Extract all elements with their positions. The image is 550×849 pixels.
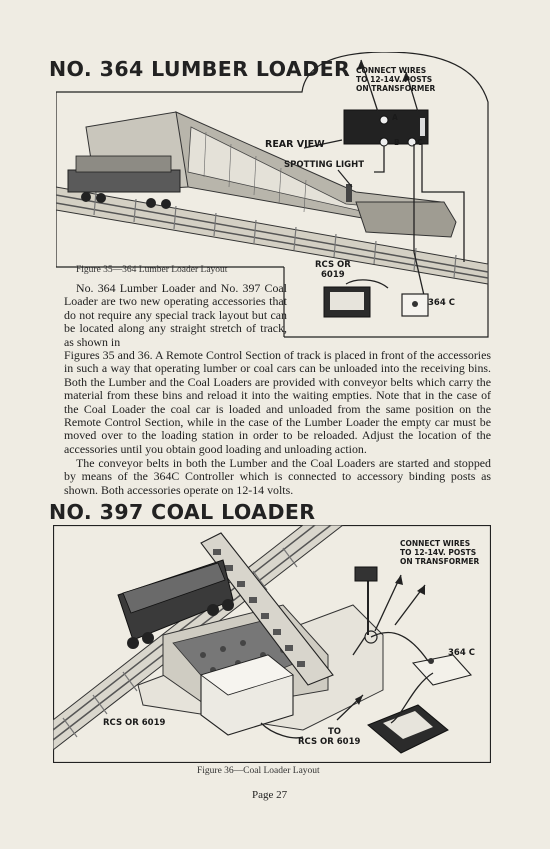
figure-36-caption: Figure 36—Coal Loader Layout [197, 766, 320, 776]
connect-wires-line: ON TRANSFORMER [400, 557, 480, 566]
terminal-a-label: A [392, 113, 398, 122]
connect-wires-line: TO 12-14V. POSTS [356, 75, 433, 84]
terminal-c-label: C [417, 138, 423, 147]
section-heading-lumber-loader: NO. 364 LUMBER LOADER [49, 57, 351, 81]
section-heading-coal-loader: NO. 397 COAL LOADER [49, 500, 316, 524]
connect-wires-line: TO 12-14V. POSTS [400, 548, 477, 557]
connect-wires-line: CONNECT WIRES [400, 539, 471, 548]
rcs-line: 6019 [321, 270, 345, 280]
terminal-b-label: B [394, 138, 400, 147]
page-number: Page 27 [252, 789, 288, 801]
controller-label-fig36: 364 C [448, 648, 475, 658]
to-rcs-line: RCS OR 6019 [298, 737, 361, 747]
connect-wires-label-1 [356, 66, 435, 93]
connect-wires-line: CONNECT WIRES [356, 66, 427, 75]
to-rcs-line: TO [328, 727, 342, 737]
paragraph-1-lead: No. 364 Lumber Loader and No. 397 Coal Loader are two new operating accessories that do not require any special track layout but can be located along any straight stretch of track, as shown in [64, 281, 287, 349]
figure-35-caption: Figure 35—364 Lumber Loader Layout [76, 265, 228, 275]
connect-wires-line: ON TRANSFORMER [356, 84, 436, 93]
rcs-line: RCS OR [315, 260, 351, 270]
paragraph-2: The conveyor belts in both the Lumber and the Coal Loaders are started and stopped by means of the 364C Controller which is connected to accessory binding posts as shown. Both accessories operate on 12-14 volts. [64, 456, 491, 497]
spotting-light-label: SPOTTING LIGHT [284, 160, 365, 170]
rear-view-label: REAR VIEW [265, 139, 325, 150]
paragraph-1-rest: Figures 35 and 36. A Remote Control Section of track is placed in front of the accessories in such a way that operating lumber or coal cars can be unloaded into the receiving bins. Both the Lumber and the Coal Loaders are provided with conveyor belts which carry the material from these bins and reload it into the waiting empties. Note that in the case of the Coal Loader the coal car is loaded and unloaded from the same position on the Remote Control Section, while in the case of the Lumber Loader the empty car must be moved over to the loading station in order to be reloaded. Adjust the location of the accessories until you obtain good loading and unloading action. [64, 348, 491, 456]
controller-label-fig35: 364 C [428, 298, 455, 308]
connect-wires-label-2 [400, 539, 479, 566]
rcs-label-fig35 [315, 260, 351, 280]
rcs-left-label: RCS OR 6019 [103, 718, 166, 728]
to-rcs-label [298, 727, 360, 747]
